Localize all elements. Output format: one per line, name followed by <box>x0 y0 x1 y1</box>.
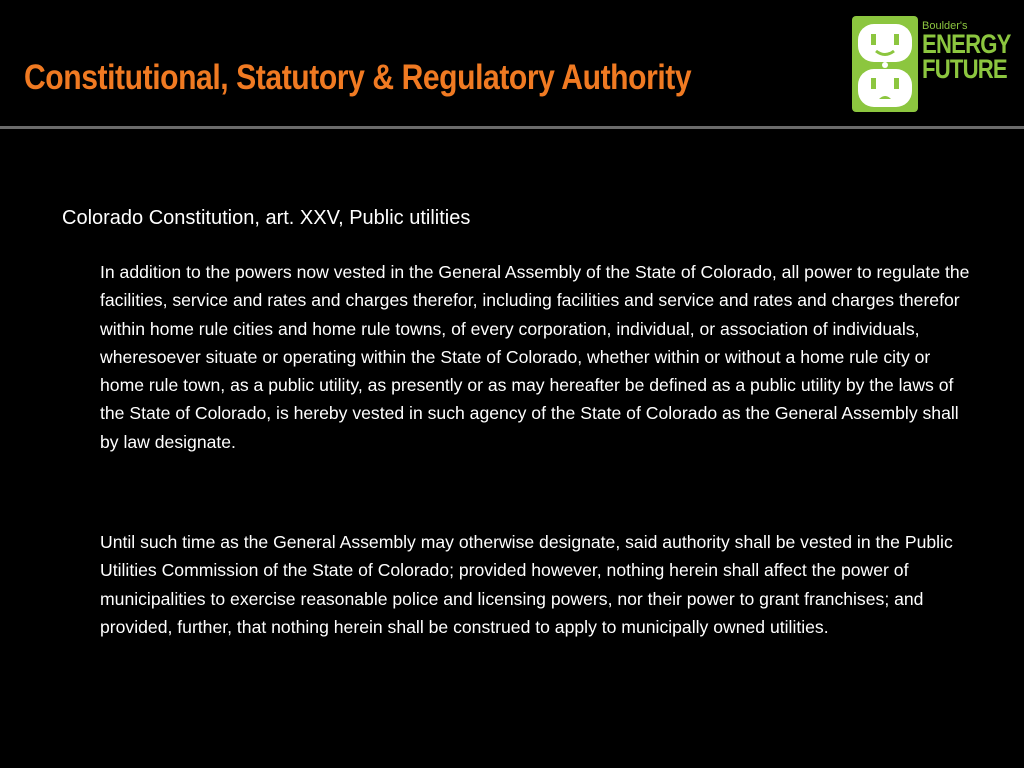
slide-title: Constitutional, Statutory & Regulatory Authority <box>24 58 692 97</box>
logo-line-boulders: Boulder's <box>922 20 968 32</box>
quote-paragraph-1: In addition to the powers now vested in the General Assembly of the State of Colorado, all power to regulate the facilities, service and rates and charges therefor, including facilities and service and rates and charges therefor within home rule cities and home rule towns, of every corporation, individual, or association of individuals, wheresoever situate or operating within the State of Colorado, whether within or without a home rule city or home rule town, as a public utility, as presently or as may hereafter be defined as a public utility by the laws of the State of Colorado, is hereby vested in such agency of the State of Colorado as the General Assembly shall by law designate. <box>100 262 970 452</box>
logo-wordmark <box>922 20 1012 82</box>
power-outlet-icon <box>852 16 918 112</box>
logo-line-energy: ENERGY <box>922 29 1011 59</box>
title-divider <box>0 126 1024 129</box>
quote-paragraph-2: Until such time as the General Assembly may otherwise designate, said authority shall be vested in the Public Utilities Commission of the State of Colorado; provided however, nothing herein shall affect the power of municipalities to exercise reasonable police and licensing powers, nor their power to grant franchises; and provided, further, that nothing herein shall be construed to apply to municipally owned utilities. <box>100 532 953 637</box>
boulders-energy-future-logo <box>852 16 1012 112</box>
section-heading: Colorado Constitution, art. XXV, Public utilities <box>62 207 471 229</box>
logo-line-future: FUTURE <box>922 54 1007 84</box>
power-outlet-icon-graphic <box>852 16 918 112</box>
